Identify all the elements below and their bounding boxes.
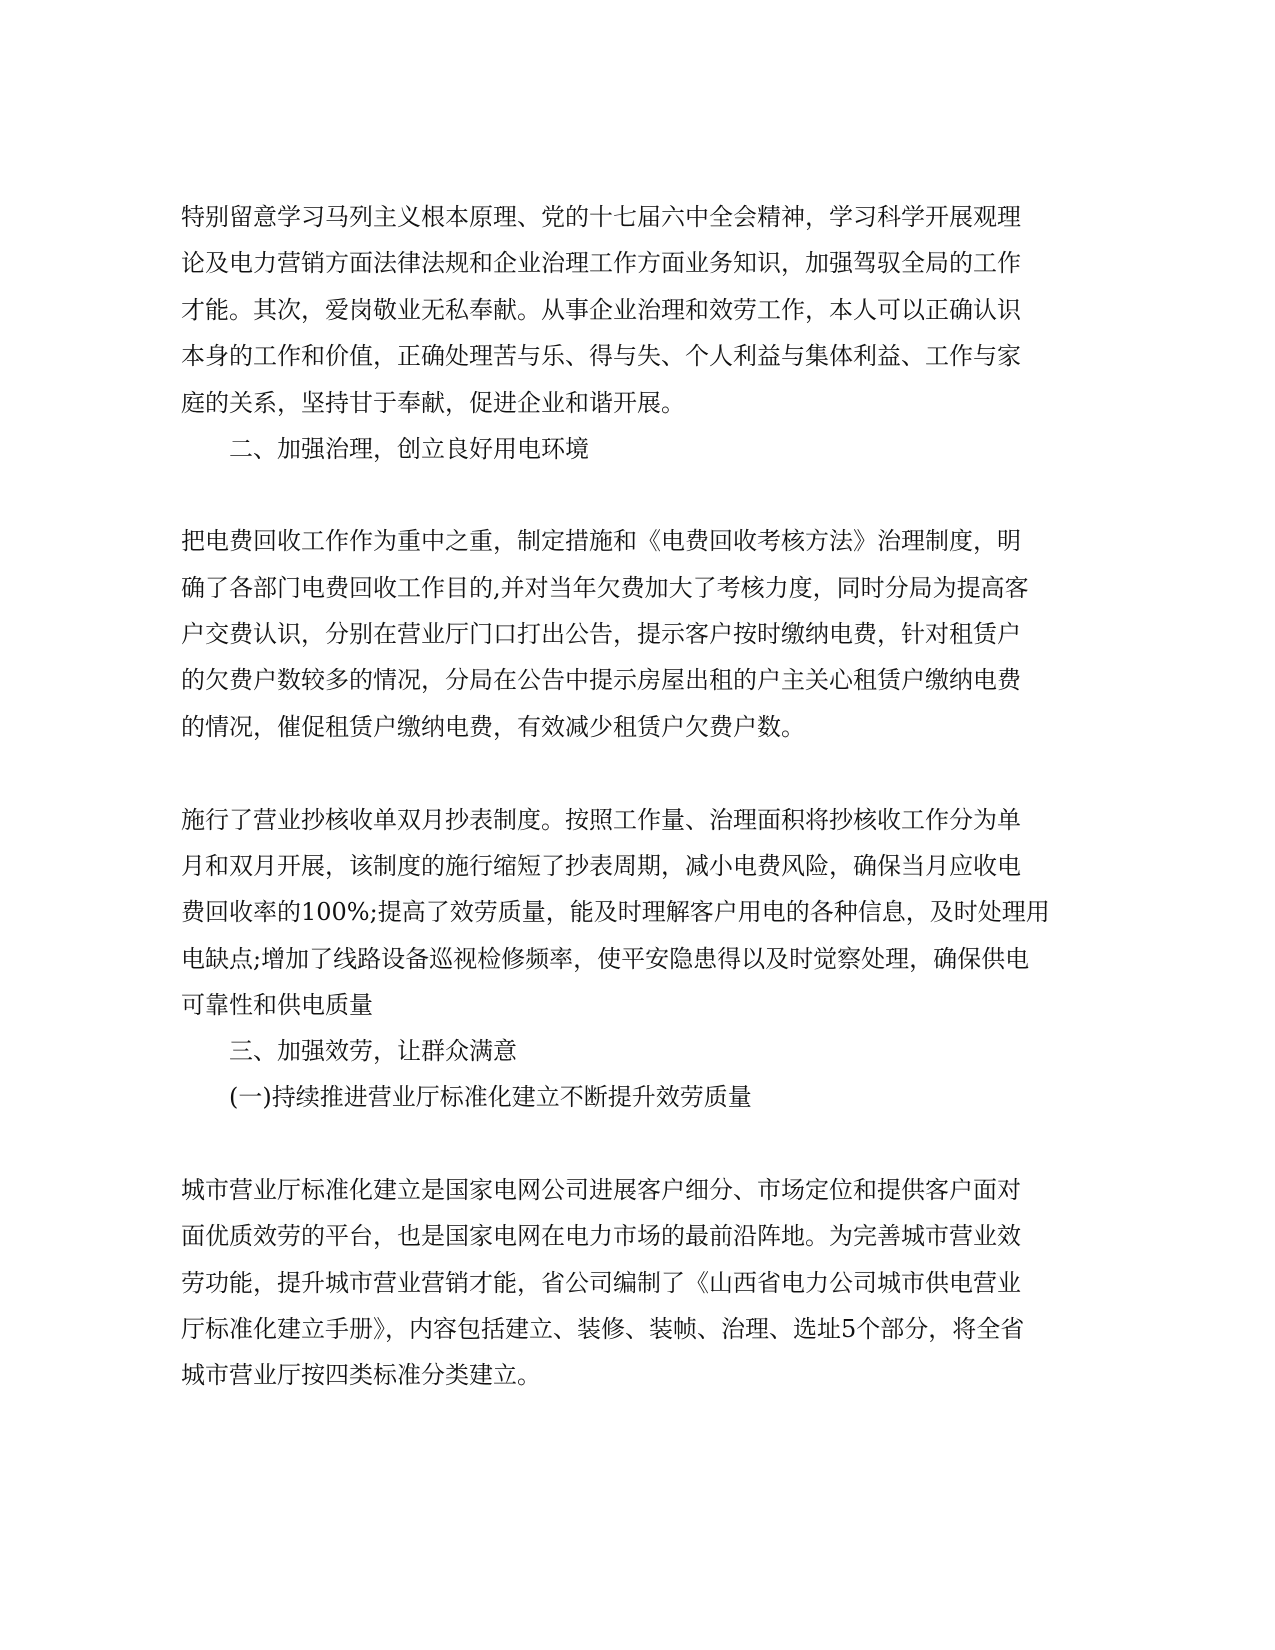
body-text-line: 劳功能，提升城市营业营销才能，省公司编制了《山西省电力公司城市供电营业: [181, 1269, 1021, 1297]
subsection-heading: (一)持续推进营业厅标准化建立不断提升效劳质量: [229, 1083, 752, 1111]
body-text-line: 庭的关系，坚持甘于奉献，促进企业和谐开展。: [181, 389, 685, 417]
body-text-line: 本身的工作和价值，正确处理苦与乐、得与失、个人利益与集体利益、工作与家: [181, 342, 1021, 370]
body-text-line: 才能。其次，爱岗敬业无私奉献。从事企业治理和效劳工作，本人可以正确认识: [181, 296, 1021, 324]
body-text-line: 可靠性和供电质量: [181, 991, 373, 1019]
body-text-line: 论及电力营销方面法律法规和企业治理工作方面业务知识，加强驾驭全局的工作: [181, 249, 1021, 277]
body-text-line: 的情况，催促租赁户缴纳电费，有效减少租赁户欠费户数。: [181, 713, 805, 741]
body-text-line: 电缺点;增加了线路设备巡视检修频率，使平安隐患得以及时觉察处理，确保供电: [181, 945, 1030, 973]
body-text-line: 城市营业厅按四类标准分类建立。: [181, 1361, 541, 1389]
body-text-line: 的欠费户数较多的情况，分局在公告中提示房屋出租的户主关心租赁户缴纳电费: [181, 666, 1021, 694]
body-text-line: 费回收率的100%;提高了效劳质量，能及时理解客户用电的各种信息，及时处理用: [181, 898, 1050, 926]
body-text-line: 厅标准化建立手册》，内容包括建立、装修、装帧、治理、选址5个部分，将全省: [181, 1315, 1025, 1343]
body-text-line: 城市营业厅标准化建立是国家电网公司进展客户细分、市场定位和提供客户面对: [181, 1176, 1021, 1204]
body-text-line: 确了各部门电费回收工作目的,并对当年欠费加大了考核力度，同时分局为提高客: [181, 574, 1029, 602]
body-text-line: 施行了营业抄核收单双月抄表制度。按照工作量、治理面积将抄核收工作分为单: [181, 806, 1021, 834]
body-text-line: 月和双月开展，该制度的施行缩短了抄表周期，减小电费风险，确保当月应收电: [181, 852, 1021, 880]
section-heading: 三、加强效劳，让群众满意: [229, 1037, 517, 1065]
body-text-line: 户交费认识，分别在营业厅门口打出公告，提示客户按时缴纳电费，针对租赁户: [181, 620, 1021, 648]
section-heading: 二、加强治理，创立良好用电环境: [229, 435, 589, 463]
body-text-line: 特别留意学习马列主义根本原理、党的十七届六中全会精神，学习科学开展观理: [181, 203, 1021, 231]
body-text-line: 面优质效劳的平台，也是国家电网在电力市场的最前沿阵地。为完善城市营业效: [181, 1222, 1021, 1250]
body-text-line: 把电费回收工作作为重中之重，制定措施和《电费回收考核方法》治理制度，明: [181, 527, 1021, 555]
